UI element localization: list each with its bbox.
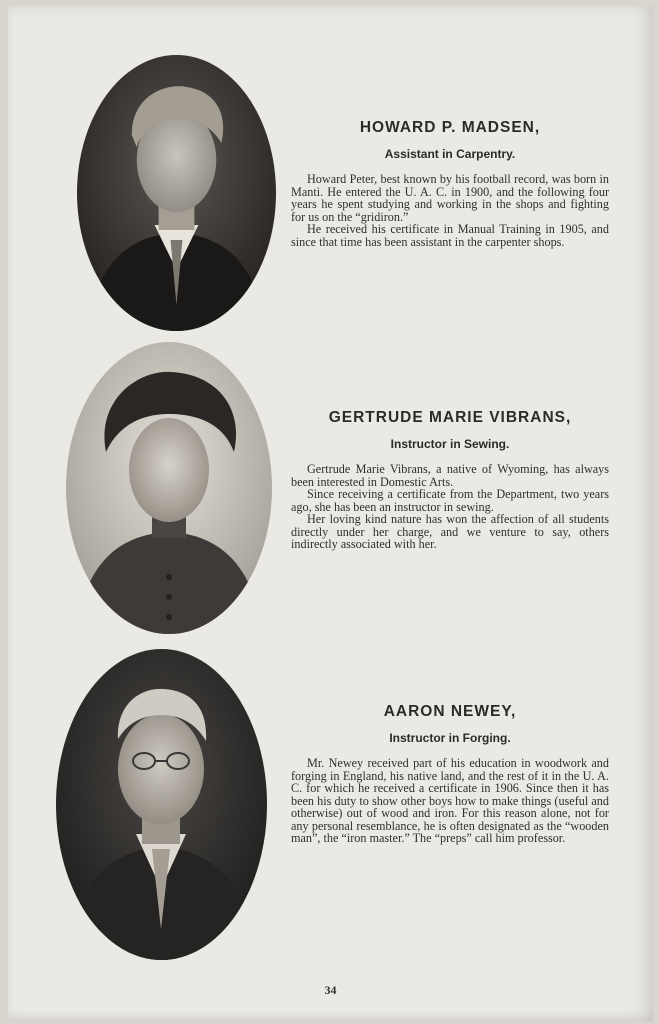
page-number: 34: [324, 983, 337, 997]
person-name: AARON NEWEY,: [383, 703, 517, 720]
entry-gertrude-vibrans: [291, 409, 609, 551]
bio-paragraph: Since receiving a certificate from the Department, two years ago, she has been an instructor in sewing.: [291, 487, 609, 514]
person-title: Instructor in Sewing.: [390, 437, 510, 451]
yearbook-page: [8, 6, 653, 1022]
portrait-gertrude-vibrans: [66, 342, 272, 634]
biography: [291, 757, 609, 845]
person-title: Instructor in Forging.: [389, 731, 511, 745]
biography: [291, 173, 609, 248]
person-name: GERTRUDE MARIE VIBRANS,: [328, 409, 572, 426]
bio-paragraph: He received his certificate in Manual Training in 1905, and since that time has been assistant in the carpenter shops.: [291, 222, 609, 249]
portrait-howard-madsen: [77, 55, 276, 331]
person-name: HOWARD P. MADSEN,: [359, 119, 541, 136]
bio-paragraph: Mr. Newey received part of his education in woodwork and forging in England, his native land, and the rest of it in the U. A. C. for which he received a certificate in 1906. Since then it has been his duty to show other boys how to make things (useful and otherwise) out of wood and iron. For this reason alone, not for any personal resemblance, he is often designated as the “wooden man”, the “iron master.” The “preps” call him professor.: [291, 756, 609, 845]
entry-howard-madsen: [291, 119, 609, 248]
bio-paragraph: Howard Peter, best known by his football record, was born in Manti. He entered the U. A. C. in 1900, and the following four years he spent studying and working in the shops and fighting for us on the “gridiron.”: [291, 172, 609, 224]
biography: [291, 463, 609, 551]
portrait-aaron-newey: [56, 649, 267, 960]
bio-paragraph: Her loving kind nature has won the affection of all students directly under her charge, and we venture to say, others indirectly associated with her.: [291, 512, 609, 551]
bio-paragraph: Gertrude Marie Vibrans, a native of Wyoming, has always been interested in Domestic Arts.: [291, 462, 609, 489]
person-title: Assistant in Carpentry.: [384, 147, 516, 161]
entry-aaron-newey: [291, 703, 609, 845]
